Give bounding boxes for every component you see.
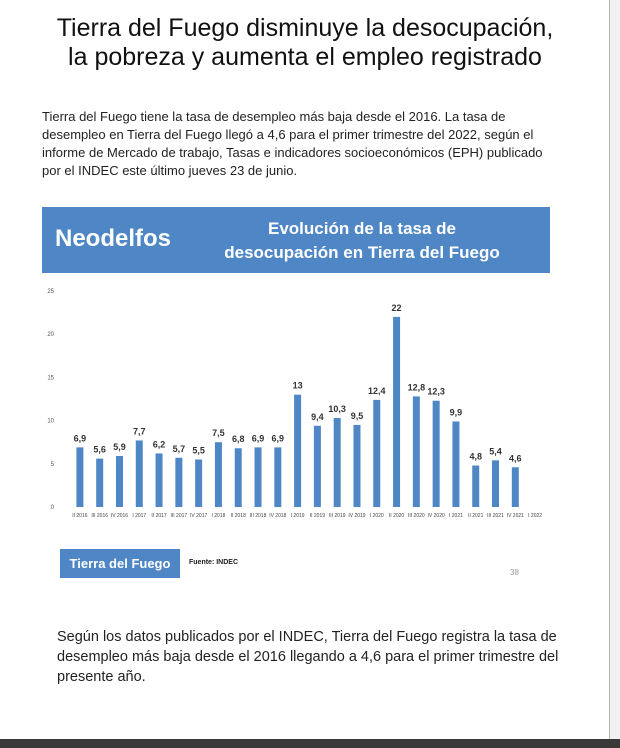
bar-value-label: 5,9 <box>113 442 126 453</box>
bar-value-label: 12,3 <box>427 386 445 397</box>
bar <box>175 458 182 507</box>
x-tick-label: III 2016 <box>91 513 109 519</box>
bar-value-label: 10,3 <box>328 404 346 415</box>
chart-banner <box>42 207 550 273</box>
x-tick-label: I 2018 <box>211 513 226 519</box>
x-tick-label: III 2018 <box>249 513 267 519</box>
bar <box>156 453 163 507</box>
bar <box>195 459 202 507</box>
bar-value-label: 6,9 <box>73 433 87 444</box>
source-note: Fuente: INDEC <box>189 559 238 566</box>
bar <box>353 425 360 507</box>
x-tick-label: IV 2020 <box>427 513 445 519</box>
slide-page-number: 38 <box>510 568 519 577</box>
x-tick-label: II 2017 <box>151 513 167 519</box>
x-tick-label: III 2019 <box>328 513 346 519</box>
bar-value-label: 6,9 <box>271 433 285 444</box>
x-tick-label: III 2020 <box>408 513 425 519</box>
bar-value-label: 7,5 <box>212 428 225 439</box>
x-tick-label: I 2019 <box>290 513 305 519</box>
bar <box>413 396 420 507</box>
x-tick-label: III 2021 <box>487 513 504 519</box>
y-tick-label: 25 <box>47 289 54 295</box>
closing-paragraph: Según los datos publicados por el INDEC, Tierra del Fuego registra la tasa de desempleo más baja desde el 2016 llegando a 4,6 para el primer trimestre del presente año. <box>57 629 559 685</box>
x-tick-label: IV 2021 <box>506 513 524 519</box>
x-tick-label: III 2017 <box>170 513 188 519</box>
article-title-line2: la pobreza y aumenta el empleo registrado <box>68 43 542 71</box>
x-tick-label: IV 2016 <box>110 513 129 519</box>
bar-value-label: 22 <box>391 302 402 313</box>
y-tick-label: 20 <box>47 332 54 339</box>
x-tick-label: II 2016 <box>72 513 88 519</box>
bar-value-label: 12,8 <box>407 382 426 393</box>
x-tick-label: II 2018 <box>230 513 246 519</box>
bar <box>472 466 479 507</box>
x-tick-label: II 2019 <box>309 513 326 519</box>
bar <box>334 418 341 507</box>
bar <box>294 395 301 507</box>
bar-value-label: 6,9 <box>251 433 265 444</box>
x-tick-label: II 2021 <box>468 513 484 519</box>
y-tick-label: 5 <box>50 461 54 468</box>
chart-title <box>192 217 532 265</box>
page-bottom-bar <box>0 739 620 748</box>
x-tick-label: I 2020 <box>369 513 384 519</box>
bar <box>96 459 103 507</box>
page-scrollbar-edge <box>609 0 620 748</box>
bar <box>235 448 242 507</box>
bar <box>512 467 519 507</box>
bar-value-label: 6,8 <box>231 434 245 445</box>
bar-value-label: 4,8 <box>469 451 482 462</box>
bar <box>452 421 459 507</box>
x-tick-label: IV 2017 <box>190 513 208 519</box>
bar-value-label: 4,6 <box>509 453 522 464</box>
bar-value-label: 5,4 <box>489 446 502 457</box>
x-tick-label: IV 2019 <box>348 513 366 519</box>
intro-paragraph: Tierra del Fuego tiene la tasa de desempleo más baja desde el 2016. La tasa de desempleo en Tierra del Fuego llegó a 4,6 para el primer trimestre del 2022, según el informe de Mercado de trabajo, Tasas e indicadores socioeconómicos (EPH) publicado por el INDEC este último jueves 23 de junio. <box>42 109 543 178</box>
y-tick-label: 15 <box>47 375 54 382</box>
bar <box>393 317 400 507</box>
bar-value-label: 5,6 <box>93 444 106 455</box>
bar-value-label: 5,5 <box>192 445 205 456</box>
bar <box>274 447 281 507</box>
bar-value-label: 6,2 <box>152 439 166 450</box>
article-title <box>20 14 590 72</box>
bar <box>373 400 380 507</box>
unemployment-bar-chart <box>40 283 555 528</box>
bar-value-label: 12,4 <box>368 385 386 396</box>
bar-value-label: 9,9 <box>449 407 463 418</box>
y-tick-label: 10 <box>47 418 54 425</box>
chart-title-line2: desocupación en Tierra del Fuego <box>224 243 500 262</box>
legend-series-label: Tierra del Fuego <box>60 549 180 578</box>
x-tick-label: IV 2018 <box>269 513 287 519</box>
x-tick-label: I 2017 <box>132 513 147 519</box>
bar <box>76 447 83 507</box>
bar <box>492 460 499 507</box>
bar-value-label: 5,7 <box>172 443 186 454</box>
x-tick-label: I 2022 <box>528 513 543 519</box>
bar <box>314 426 321 507</box>
article-title-line1: Tierra del Fuego disminuye la desocupación, <box>56 14 554 42</box>
bar-value-label: 7,7 <box>133 426 146 437</box>
bar <box>136 440 143 507</box>
bar-value-label: 9,4 <box>311 411 324 422</box>
chart-title-line1: Evolución de la tasa de <box>267 219 456 238</box>
bar-value-label: 9,5 <box>350 410 364 421</box>
y-tick-label: 0 <box>50 505 54 511</box>
bar <box>116 456 123 507</box>
bar <box>255 447 262 507</box>
x-tick-label: II 2020 <box>388 513 405 519</box>
x-tick-label: I 2021 <box>448 513 463 519</box>
bar <box>433 401 440 507</box>
bar-value-label: 13 <box>292 380 303 391</box>
bar <box>215 442 222 507</box>
brand-logo-text: Neodelfos <box>55 225 172 252</box>
